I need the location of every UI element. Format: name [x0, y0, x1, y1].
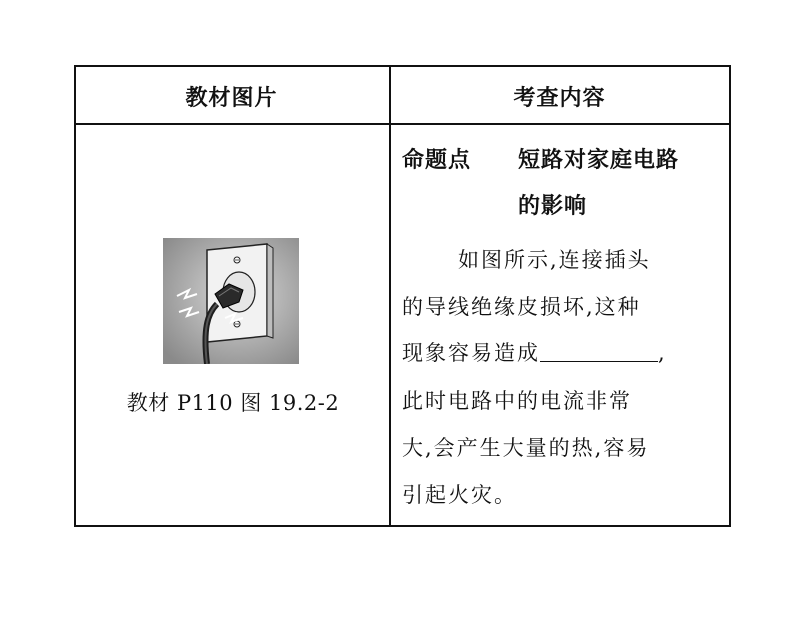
body-line-1: 如图所示,连接插头 [458, 248, 651, 272]
content-table [74, 65, 731, 527]
column-divider [389, 65, 391, 527]
topic-title-line-1: 短路对家庭电路 [518, 148, 680, 173]
figure-caption: 教材 P110 图 19.2-2 [126, 391, 340, 415]
body-line-4: 此时电路中的电流非常 [402, 389, 632, 413]
body-line-5: 大,会产生大量的热,容易 [402, 436, 650, 460]
topic-label: 命题点 [402, 148, 472, 173]
answer-blank[interactable] [540, 341, 658, 362]
body-line-3 [402, 337, 720, 367]
header-textbook-image: 教材图片 [185, 85, 278, 111]
plug-socket-illustration [163, 238, 299, 364]
topic-title-line-2: 的影响 [518, 194, 588, 219]
table-bottom-border [74, 525, 731, 527]
header-exam-content: 考查内容 [513, 85, 606, 111]
body-line-2: 的导线绝缘皮损坏,这种 [402, 295, 641, 319]
body-line-3-comma: , [658, 341, 667, 365]
table-left-border [74, 65, 76, 527]
table-right-border [729, 65, 731, 527]
body-line-3-text: 现象容易造成 [402, 341, 540, 365]
body-line-6: 引起火灾。 [402, 483, 517, 507]
